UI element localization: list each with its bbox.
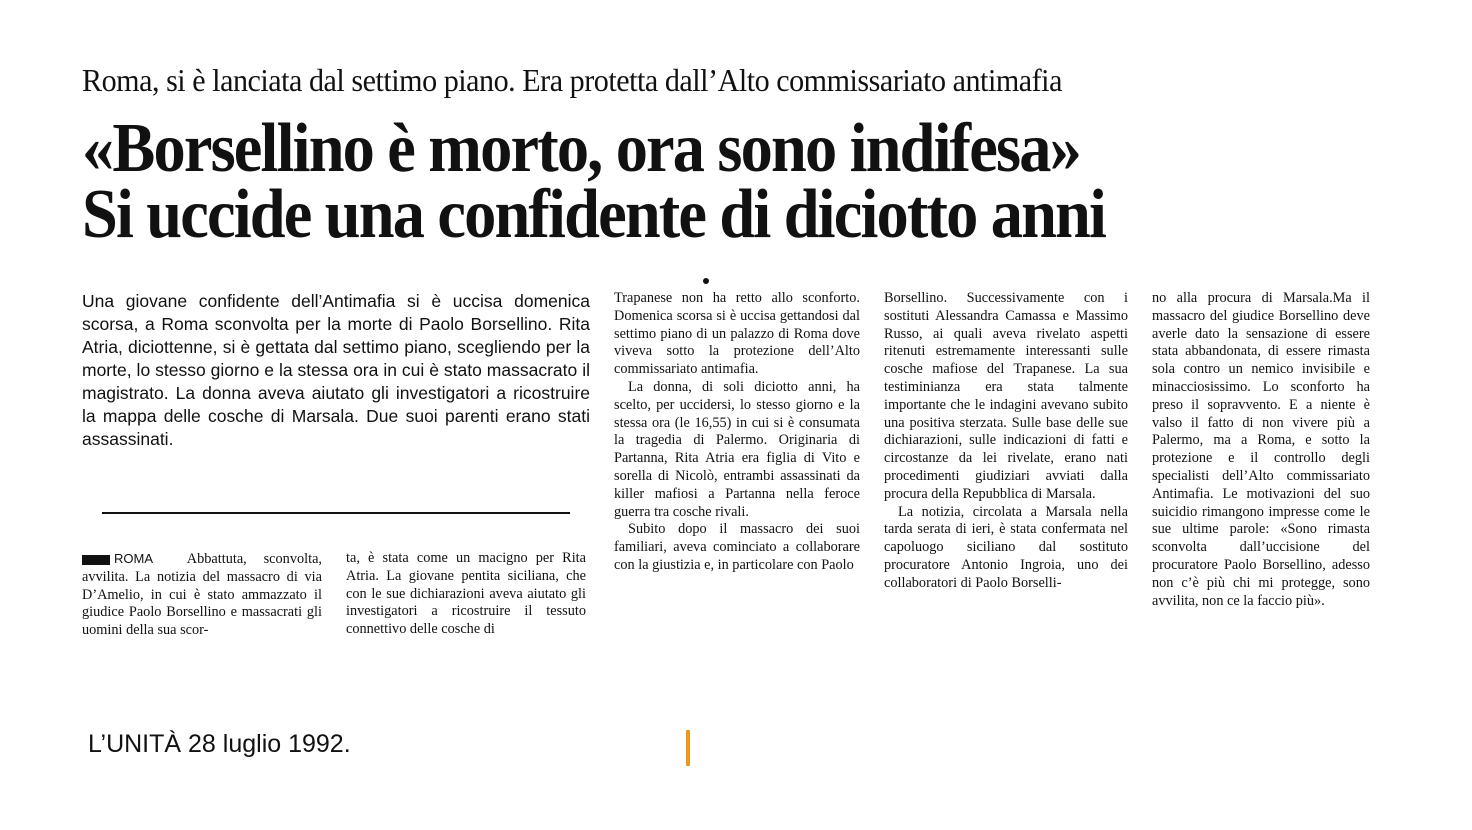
article-column-3 [614,290,860,575]
lead-divider [102,512,570,514]
column-3-paragraph-2: La donna, di soli diciotto anni, ha scelto, per uccidersi, lo stesso giorno e la stessa ora (le 16,55) in cui si è consumata la tragedia di Palermo. Originaria di Partanna, Rita Atria era figlia di Vito e sorella di Nicolò, entrambi assassinati da killer mafiosi a Partanna nella feroce guerra tra cosche rivali. [614,378,860,520]
headline-line-2: Si uccide una confidente di diciotto anni [82,176,1106,253]
article-column-1 [82,550,322,640]
column-2-text: ta, è stata come un macigno per Rita Atria. La giovane pentita siciliana, che con le sue dichiarazioni aveva aiutato gli investigatori a ricostruire il tessuto connettivo delle cosche di [346,550,586,638]
column-3-paragraph-3: Subito dopo il massacro dei suoi familiari, aveva cominciato a collaborare con la giustizia e, in particolare con Paolo [614,521,860,573]
article-lead: Una giovane confidente dell’Antimafia si è uccisa domenica scorsa, a Roma sconvolta per la morte di Paolo Borsellino. Rita Atria, diciottenne, si è gettata dal settimo piano, scegliendo per la morte, lo stesso giorno e la stessa ora in cui è stato massacrato il magistrato. La donna aveva aiutato gli investigatori a ricostruire la mappa delle cosche di Marsala. Due suoi parenti erano stati assassinati. [82,291,590,449]
article-headline [82,110,1278,253]
headline-line-1: «Borsellino è morto, ora sono indifesa» [82,110,1080,187]
article-kicker: Roma, si è lanciata dal settimo piano. Era protetta dall’Alto commissariato antimafia [82,62,1062,98]
column-3-paragraph-1: Trapanese non ha retto allo sconforto. Domenica scorsa si è uccisa gettandosi dal settimo piano di un palazzo di Roma dove viveva sotto la protezione dell’Alto commissariato antimafia. [614,290,860,378]
column-1-text: Abbattuta, sconvolta, avvilita. La notizia del massacro di via D’Amelio, in cui è stato ammazzato il giudice Paolo Borsellino e massacrati gli uomini della sua scor- [82,551,322,639]
column-4-paragraph-1: Borsellino. Successivamente con i sostituti Alessandra Camassa e Massimo Russo, ai quali aveva rivelato aspetti ritenuti estremamente interessanti sulle cosche mafiose del Trapanese. La sua testiminianza era stata talmente importante che le indagini avevano subito una positiva sterzata. Sulle base delle sue dichiarazioni, sulle indicazioni di fatti e circostanze da lei rivelate, erano nati procedimenti giudiziari avviati dalla procura della Repubblica di Marsala. [884,290,1128,502]
dateline-city: ROMA [114,551,153,566]
column-4-paragraph-2: La notizia, circolata a Marsala nella tarda serata di ieri, è stata confermata nel capoluogo siciliano dal sostituto procuratore Antonio Ingroia, uno dei collaboratori di Paolo Borselli- [884,503,1128,591]
article-column-2 [346,550,586,639]
article-dot [703,278,709,284]
text-cursor[interactable] [686,730,690,766]
dateline-marker [82,555,110,565]
article-column-5 [1152,290,1370,610]
source-caption: L’UNITÀ 28 luglio 1992. [88,730,351,758]
column-5-text: no alla procura di Marsala.Ma il massacro del giudice Borsellino deve averle dato la sensazione di essere stata abbandonata, di essere rimasta sola contro un nemico invisibile e minacciosissimo. Lo sconforto ha preso il sopravvento. E a niente è valso il fatto di non vivere più a Palermo, ma a Roma, e sotto la protezione e il controllo degli specialisti dell’Alto commissariato Antimafia. Le motivazioni del suo suicidio rimangono impresse come le sue ultime parole: «Sono rimasta sconvolta dall’uccisione del procuratore Paolo Borsellino, adesso non c’è più chi mi protegge, sono avvilita, non ce la faccio più». [1152,290,1370,609]
article-column-4 [884,290,1128,593]
